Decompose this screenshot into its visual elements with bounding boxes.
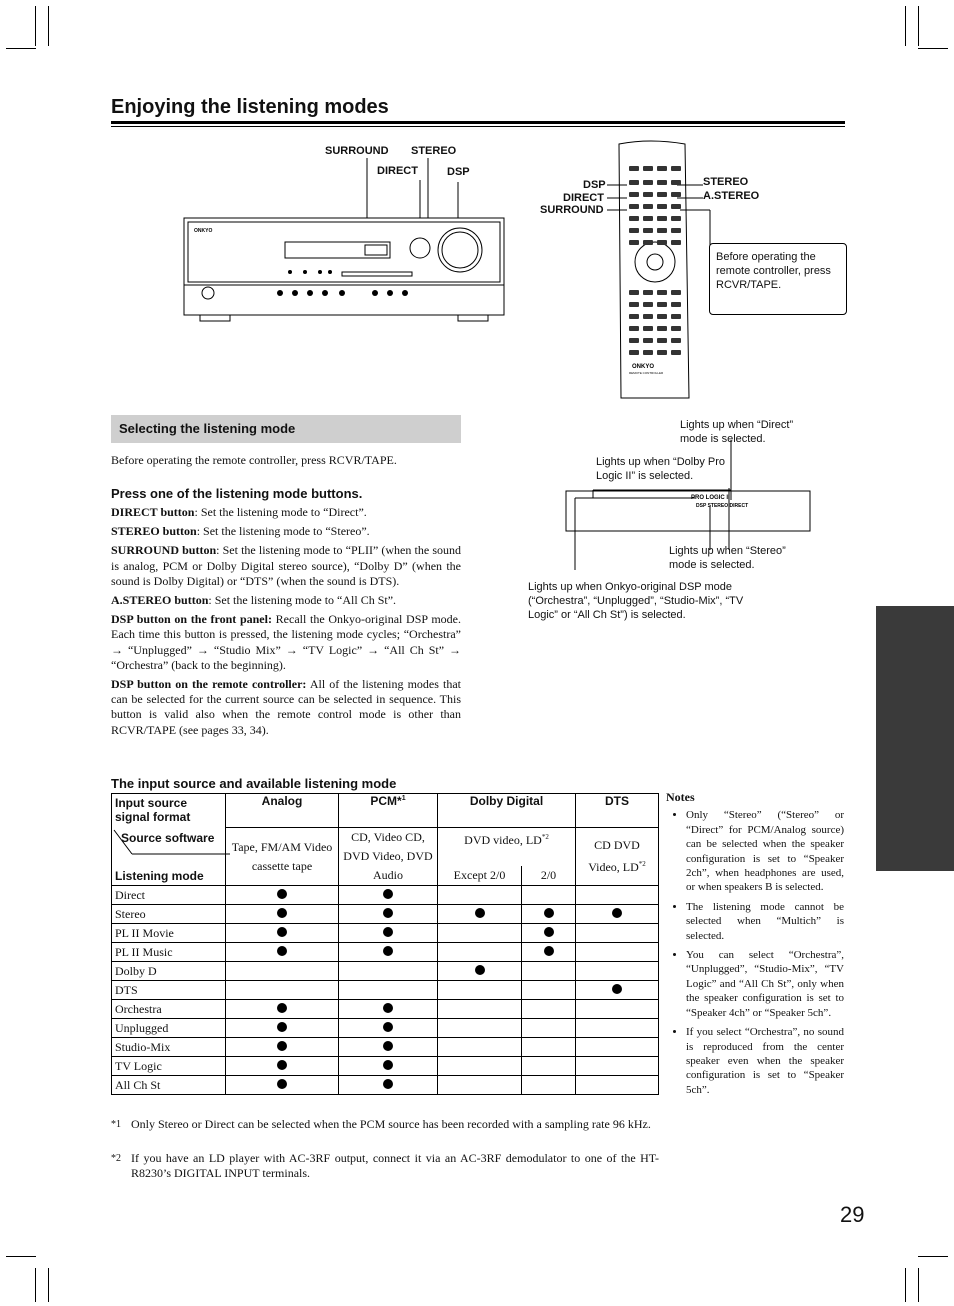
- remote-button: [643, 180, 653, 185]
- availability-dot: [475, 908, 485, 918]
- remote-button: [643, 204, 653, 209]
- mark-cell: [576, 1038, 659, 1057]
- remote-button: [629, 302, 639, 307]
- remote-button: [657, 166, 667, 171]
- mark-cell: [226, 905, 339, 924]
- remote-direct-label: DIRECT: [563, 192, 604, 204]
- remote-button: [657, 302, 667, 307]
- mode-name: Unplugged: [112, 1019, 226, 1038]
- note-item: • The listening mode cannot be selected when “Multich” is selected.: [686, 900, 844, 943]
- remote-button: [643, 240, 653, 245]
- receiver-illustration: [180, 150, 510, 330]
- button-desc: DSP button on the front panel: Recall the Onkyo-original DSP mode. Each time this button is pressed, the listening mode cycles; “Orchestra” → “Unplugged” → “Studio Mix” → “TV Logic” → “All Ch St” → “Orchestra” (back to the beginning).: [111, 612, 461, 672]
- mark-cell: [339, 943, 438, 962]
- remote-button: [671, 290, 681, 295]
- mode-name: DTS: [112, 981, 226, 1000]
- mark-cell: [226, 1000, 339, 1019]
- remote-brand: ONKYO: [632, 364, 655, 370]
- remote-button: [643, 338, 653, 343]
- subheading: Press one of the listening mode buttons.: [111, 486, 363, 501]
- crop-mark: [918, 1256, 948, 1257]
- stereo-note: Lights up when “Stereo” mode is selected.: [669, 545, 786, 571]
- crop-mark: [918, 6, 919, 46]
- mark-cell: [576, 1000, 659, 1019]
- remote-button: [671, 338, 681, 343]
- remote-button: [629, 204, 639, 209]
- remote-button: [643, 350, 653, 355]
- display-diagram: [560, 440, 820, 580]
- mode-name: Dolby D: [112, 962, 226, 981]
- mode-name: All Ch St: [112, 1076, 226, 1095]
- mark-cell: [438, 1076, 522, 1095]
- button-desc: A.STEREO button: Set the listening mode to “All Ch St”.: [111, 593, 397, 608]
- table-row: [112, 1019, 659, 1038]
- mark-cell: [226, 924, 339, 943]
- notes-title: Notes: [666, 790, 695, 804]
- mark-cell: [522, 1019, 576, 1038]
- mark-cell: [226, 1057, 339, 1076]
- direct-label: DIRECT: [377, 165, 418, 177]
- remote-button: [671, 228, 681, 233]
- table-corner: Input source signal format Source software Listening mode: [112, 794, 226, 886]
- section-heading: Selecting the listening mode: [111, 415, 461, 443]
- mark-cell: [438, 981, 522, 1000]
- mode-name: Direct: [112, 886, 226, 905]
- mark-cell: [576, 886, 659, 905]
- mark-cell: [226, 886, 339, 905]
- mark-cell: [438, 1038, 522, 1057]
- remote-button: [643, 216, 653, 221]
- title-rule: [111, 121, 845, 124]
- button-desc: SURROUND button: Set the listening mode to “PLII” (when the sound is analog, PCM or Dolby Digital stereo source), “Dolby D” (when the sound is Dolby Digital) or “DTS” (when the sound is DTS).: [111, 543, 461, 588]
- availability-dot: [277, 927, 287, 937]
- remote-button: [671, 302, 681, 307]
- mark-cell: [522, 1038, 576, 1057]
- remote-button: [643, 326, 653, 331]
- mode-name: Studio-Mix: [112, 1038, 226, 1057]
- button-descriptions: [111, 505, 461, 742]
- mark-cell: [339, 1019, 438, 1038]
- crop-mark: [35, 1268, 36, 1302]
- mark-cell: [226, 962, 339, 981]
- mark-cell: [339, 1057, 438, 1076]
- mode-name: PL II Movie: [112, 924, 226, 943]
- crop-mark: [35, 6, 36, 46]
- mode-name: Stereo: [112, 905, 226, 924]
- footnote-1: *1 Only Stereo or Direct can be selected when the PCM source has been recorded with a sampling rate 96 kHz.: [111, 1117, 651, 1131]
- crop-mark: [905, 1268, 906, 1302]
- surround-label: SURROUND: [325, 145, 389, 157]
- table-row: [112, 1038, 659, 1057]
- mark-cell: [226, 981, 339, 1000]
- mark-cell: [576, 962, 659, 981]
- mark-cell: [339, 981, 438, 1000]
- mark-cell: [522, 981, 576, 1000]
- mark-cell: [438, 962, 522, 981]
- remote-button: [671, 326, 681, 331]
- remote-button: [629, 290, 639, 295]
- crop-mark: [918, 1268, 919, 1302]
- availability-dot: [383, 1022, 393, 1032]
- remote-astereo-label: A.STEREO: [703, 190, 760, 202]
- remote-button: [671, 204, 681, 209]
- remote-button: [657, 240, 667, 245]
- remote-button: [629, 228, 639, 233]
- mark-cell: [438, 1000, 522, 1019]
- remote-button: [629, 338, 639, 343]
- remote-button: [657, 204, 667, 209]
- remote-button: [657, 338, 667, 343]
- mark-cell: [522, 1000, 576, 1019]
- availability-dot: [277, 1079, 287, 1089]
- remote-button: [671, 216, 681, 221]
- mark-cell: [522, 1076, 576, 1095]
- availability-dot: [383, 946, 393, 956]
- availability-dot: [277, 1060, 287, 1070]
- table-row: [112, 962, 659, 981]
- remote-button: [657, 216, 667, 221]
- mark-cell: [438, 943, 522, 962]
- availability-dot: [612, 984, 622, 994]
- mark-cell: [339, 1076, 438, 1095]
- mark-cell: [226, 1019, 339, 1038]
- mode-name: Orchestra: [112, 1000, 226, 1019]
- mark-cell: [339, 924, 438, 943]
- remote-button: [643, 290, 653, 295]
- remote-button: [671, 240, 681, 245]
- mark-cell: [339, 1000, 438, 1019]
- mark-cell: [226, 1076, 339, 1095]
- stereo-label: STEREO: [411, 145, 457, 157]
- table-row: [112, 1000, 659, 1019]
- notes: [666, 790, 844, 1102]
- availability-dot: [544, 946, 554, 956]
- remote-button: [629, 240, 639, 245]
- footnote-2: *2 If you have an LD player with AC-3RF output, connect it via an AC-3RF demodulator to one of the HT-R8230’s DIGITAL INPUT terminals.: [111, 1151, 659, 1180]
- mark-cell: [576, 905, 659, 924]
- display-line1: PRO LOGIC II: [691, 495, 730, 501]
- availability-dot: [383, 1060, 393, 1070]
- remote-stereo-label: STEREO: [703, 176, 749, 188]
- mark-cell: [576, 943, 659, 962]
- note-item: • Only “Stereo” (“Stereo” or “Direct” for PCM/Analog source) can be selected when the speaker configuration is set to “Speaker 2ch”, when headphones are used, or when speakers B is selected.: [686, 808, 844, 894]
- remote-button: [657, 192, 667, 197]
- availability-dot: [277, 946, 287, 956]
- mark-cell: [576, 1057, 659, 1076]
- direct-note: Lights up when “Direct” mode is selected.: [680, 419, 794, 445]
- mark-cell: [438, 1057, 522, 1076]
- availability-dot: [277, 1003, 287, 1013]
- title-rule-thin: [111, 126, 845, 127]
- crop-mark: [48, 6, 49, 46]
- crop-mark: [48, 1268, 49, 1302]
- crop-mark: [918, 48, 948, 49]
- mark-cell: [522, 924, 576, 943]
- remote-button: [671, 180, 681, 185]
- remote-button: [643, 228, 653, 233]
- mark-cell: [522, 886, 576, 905]
- side-tab: [876, 606, 954, 871]
- remote-caption: REMOTE CONTROLLER: [629, 371, 664, 375]
- mark-cell: [438, 924, 522, 943]
- remote-button: [657, 228, 667, 233]
- remote-button: [629, 192, 639, 197]
- remote-button: [643, 166, 653, 171]
- remote-button: [657, 290, 667, 295]
- listening-mode-table: Input source signal format Source software Listening mode Analog PCM*$^1$ Dolby Digital DTS Tape, FM/AM Video cassette tape CD, Video CD, DVD Video, DVD Audio DVD video, LD$^{*2}$ Except 2/0 2/0 CD DVD Video, LD$^{*2}$ Direct Stereo PL II Movie PL II Music Dolby D DTS Orchestra Unplugged Studio-Mix TV Logic All Ch St: [111, 793, 659, 1095]
- remote-button: [671, 192, 681, 197]
- availability-dot: [383, 1079, 393, 1089]
- remote-button: [643, 302, 653, 307]
- mode-name: TV Logic: [112, 1057, 226, 1076]
- crop-mark: [6, 1256, 36, 1257]
- remote-button: [629, 350, 639, 355]
- availability-dot: [383, 889, 393, 899]
- availability-dot: [383, 927, 393, 937]
- table-row: [112, 924, 659, 943]
- mark-cell: [226, 1038, 339, 1057]
- availability-dot: [277, 889, 287, 899]
- availability-dot: [277, 1041, 287, 1051]
- availability-dot: [612, 908, 622, 918]
- page-number: 29: [840, 1202, 865, 1227]
- remote-button: [671, 314, 681, 319]
- table-row: [112, 1057, 659, 1076]
- remote-button: [643, 192, 653, 197]
- mark-cell: [576, 981, 659, 1000]
- button-desc: DIRECT button: Set the listening mode to “Direct”.: [111, 505, 367, 519]
- mark-cell: [522, 1057, 576, 1076]
- mark-cell: [438, 905, 522, 924]
- remote-button: [629, 166, 639, 171]
- dolby-note: Lights up when “Dolby Pro Logic II” is selected.: [596, 456, 726, 482]
- dsp-note: Lights up when Onkyo-original DSP mode (“Orchestra”, “Unplugged”, “Studio-Mix”, “TV Logic” or “All Ch St”) is selected.: [528, 581, 744, 621]
- availability-dot: [277, 1022, 287, 1032]
- table-row: [112, 981, 659, 1000]
- availability-dot: [383, 1041, 393, 1051]
- table-heading: The input source and available listening mode: [111, 776, 397, 791]
- mark-cell: [576, 1019, 659, 1038]
- mark-cell: [339, 886, 438, 905]
- mark-cell: [522, 962, 576, 981]
- remote-button: [657, 350, 667, 355]
- receiver-brand: ONKYO: [194, 228, 213, 234]
- availability-dot: [544, 927, 554, 937]
- mark-cell: [438, 1019, 522, 1038]
- mark-cell: [522, 905, 576, 924]
- button-desc: DSP button on the remote controller: All of the listening modes that can be selected for the current source can be selected in sequence. This button is valid also when the remote control mode is other than RCVR/TAPE (see pages 33, 34).: [111, 677, 461, 737]
- availability-dot: [383, 908, 393, 918]
- table-row: [112, 943, 659, 962]
- button-desc: STEREO button: Set the listening mode to “Stereo”.: [111, 524, 370, 539]
- intro-text: Before operating the remote controller, press RCVR/TAPE.: [111, 453, 397, 467]
- crop-mark: [6, 48, 36, 49]
- mark-cell: [522, 943, 576, 962]
- remote-button: [671, 350, 681, 355]
- remote-button: [671, 166, 681, 171]
- mark-cell: [576, 1076, 659, 1095]
- remote-button: [629, 326, 639, 331]
- remote-button: [629, 314, 639, 319]
- remote-button: [643, 314, 653, 319]
- availability-dot: [277, 908, 287, 918]
- display-line2: DSP STEREO DIRECT: [696, 503, 749, 509]
- availability-dot: [383, 1003, 393, 1013]
- remote-surround-label: SURROUND: [540, 204, 604, 216]
- availability-dot: [544, 908, 554, 918]
- note-item: • You can select “Orchestra”, “Unplugged”, “Studio-Mix”, “TV Logic” and “All Ch St”, only when the speaker configuration is set to “Speaker 4ch” or “Speaker 5ch”.: [686, 948, 844, 1020]
- crop-mark: [905, 6, 906, 46]
- mark-cell: [438, 886, 522, 905]
- availability-dot: [475, 965, 485, 975]
- mark-cell: [576, 924, 659, 943]
- note-item: • If you select “Orchestra”, no sound is reproduced from the center speaker even when the speaker configuration is set to “Speaker 5ch”.: [686, 1025, 844, 1097]
- page-title: Enjoying the listening modes: [111, 96, 389, 118]
- remote-dsp-label: DSP: [583, 179, 606, 191]
- mark-cell: [339, 962, 438, 981]
- mode-name: PL II Music: [112, 943, 226, 962]
- table-row: [112, 1076, 659, 1095]
- remote-button: [657, 314, 667, 319]
- mark-cell: [339, 905, 438, 924]
- dsp-label: DSP: [447, 166, 470, 178]
- remote-button: [629, 216, 639, 221]
- remote-illustration: [605, 140, 715, 402]
- remote-button: [629, 180, 639, 185]
- remote-button: [657, 326, 667, 331]
- mark-cell: [339, 1038, 438, 1057]
- mark-cell: [226, 943, 339, 962]
- remote-callout: Before operating the remote controller, press RCVR/TAPE.: [709, 243, 847, 315]
- remote-button: [657, 180, 667, 185]
